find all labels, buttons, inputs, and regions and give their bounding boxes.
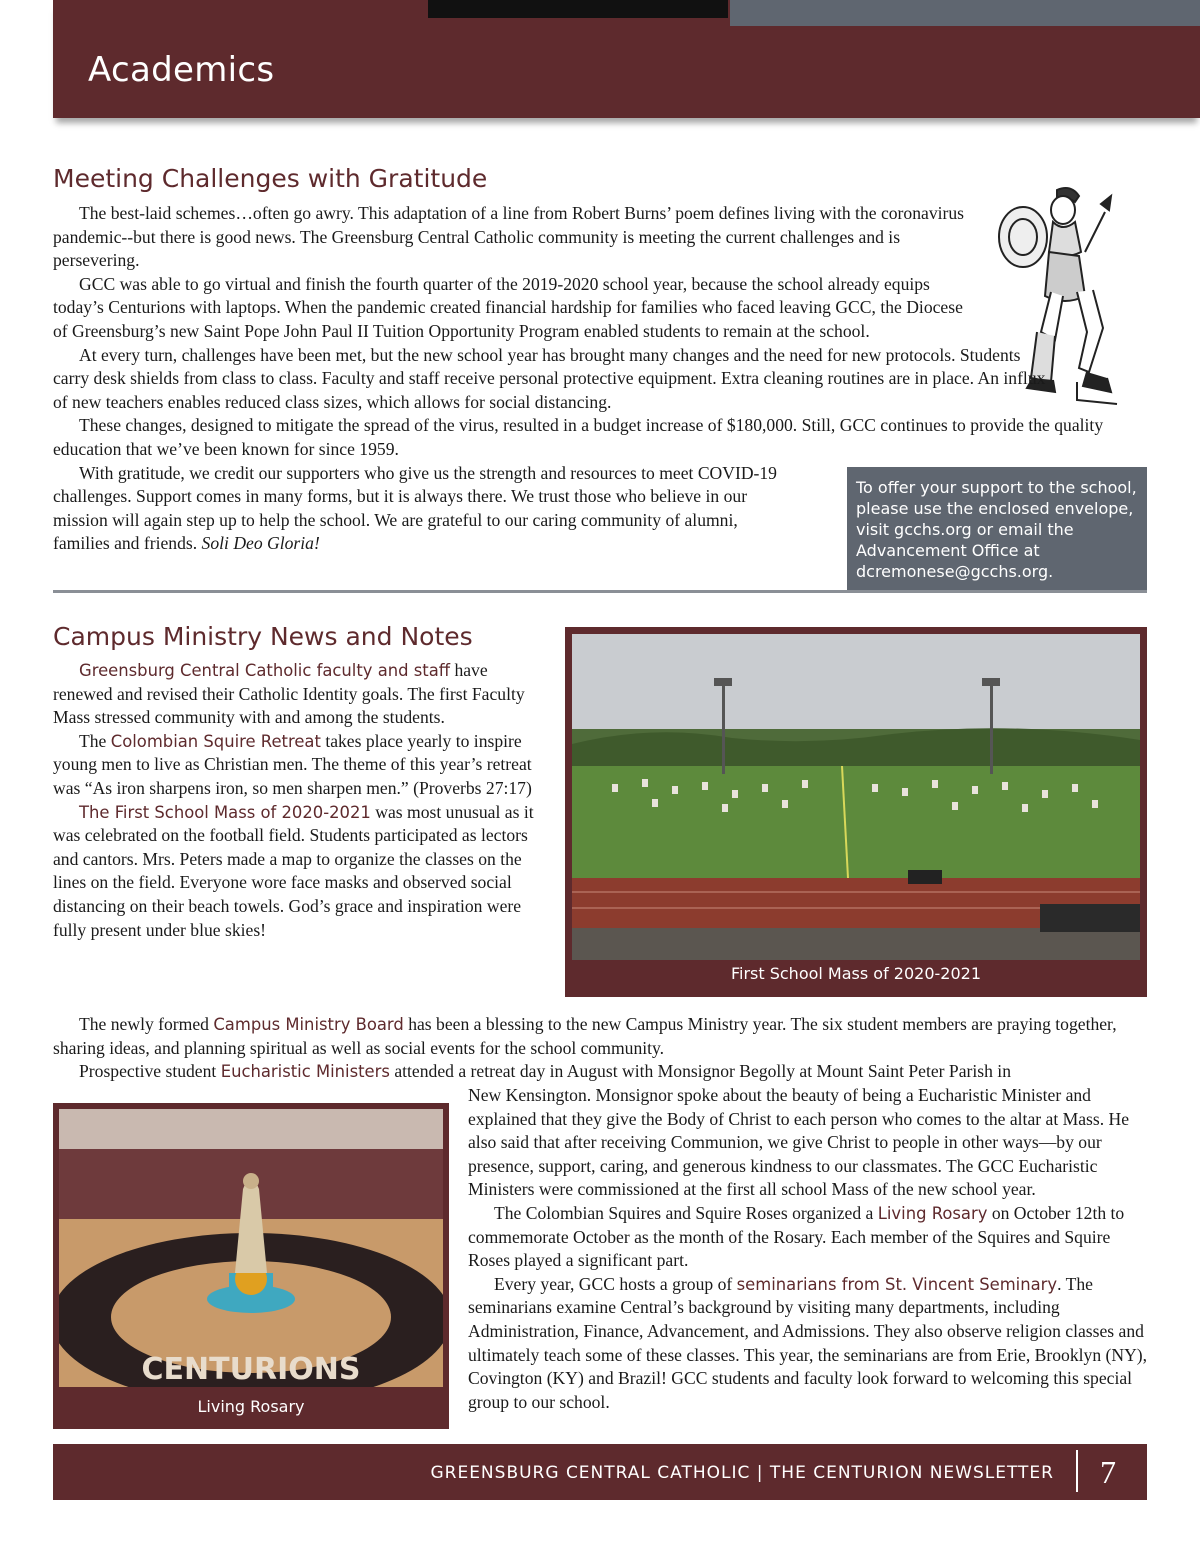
paragraph-text: The Colombian Squires and Squire Roses organized a (494, 1202, 874, 1223)
section2-full (53, 1013, 1147, 1084)
paragraph (53, 659, 545, 730)
highlight: Colombian Squire Retreat (110, 731, 321, 751)
paragraph-text: attended a retreat day in August with Monsignor Begolly at Mount Saint Peter Parish in (394, 1061, 1011, 1082)
paragraph-text: Every year, GCC hosts a group of (494, 1273, 733, 1294)
header-accent-black (428, 0, 728, 18)
paragraph (53, 1013, 1147, 1060)
paragraph-text: on October 12th to commemorate October as the month of the Rosary. Each member of the Squires and Squire Roses played a significant part. (468, 1202, 1125, 1271)
highlight: seminarians from St. Vincent Seminary (736, 1274, 1058, 1294)
paragraph-text: takes place yearly to inspire young men to live as Christian men. The theme of this year’s retreat was “As iron sharpens iron, so men sharpen men.” (Proverbs 27:17) (53, 730, 532, 798)
paragraph (53, 801, 545, 943)
photo-caption: First School Mass of 2020-2021 (730, 964, 982, 983)
section-divider (53, 590, 1147, 593)
paragraph-text: . The seminarians examine Central’s background by visiting many departments, including Administration, Finance, Advancement, and Admissions. They also observe religion classes and ultimately teach some of these classes. This year, the seminarians are from Erie, Brooklyn (NY), Covington (KY) and Brazil! GCC students and faculty look forward to welcoming this special group to our school. (468, 1273, 1148, 1412)
highlight: Eucharistic Ministers (220, 1062, 390, 1082)
section2-column (53, 659, 545, 942)
photo-living-rosary (53, 1103, 449, 1429)
section2-right-column (468, 1084, 1148, 1414)
highlight: The First School Mass of 2020-2021 (79, 802, 371, 822)
paragraph (53, 462, 793, 556)
highlight: Living Rosary (877, 1203, 988, 1223)
paragraph (53, 730, 545, 801)
section-title-campus-ministry: Campus Ministry News and Notes (53, 622, 473, 651)
centurions-seal-text: CENTURIONS (141, 1352, 361, 1387)
header-accent-gray (730, 0, 1200, 26)
paragraph-text: was most unusual as it was celebrated on the football field. Students participated as lectors and cantors. Mrs. Peters made a map to organize the classes on the lines on the field. Everyone wore face masks and observed social distancing on their beach towels. God’s grace and inspiration were fully present under blue skies! (53, 801, 534, 940)
page-title: Academics (88, 50, 275, 90)
paragraph: These changes, designed to mitigate the spread of the virus, resulted in a budget increase of $180,000. Still, GCC continues to provide the quality education that we’ve been known for since 1959. (53, 415, 1104, 459)
paragraph: At every turn, challenges have been met, but the new school year has brought many changes and the need for new protocols. Students carry desk shields from class to class. Faculty and staff receive personal protective equipment. Extra cleaning routines are in place. An influx of new teachers enables reduced class sizes, which allows for social distancing. (53, 344, 1046, 412)
paragraph-text: Prospective student (79, 1061, 217, 1082)
highlight: Campus Ministry Board (213, 1015, 404, 1034)
football-field-photo (572, 634, 1140, 960)
paragraph: New Kensington. Monsignor spoke about the beauty of being a Eucharistic Minister and explained that they give the Body of Christ to each person who comes to the altar at Mass. He also said that after receiving Communion, we give Christ to people in other ways—by our presence, support, caring, and generous kindness to our classmates. The GCC Eucharistic Ministers were commissioned at the first all school Mass of the new school year. (468, 1085, 1130, 1200)
paragraph-text: have renewed and revised their Catholic Identity goals. The first Faculty Mass stressed community with and among the students. (53, 660, 525, 728)
closing-italic: Soli Deo Gloria! (201, 533, 320, 554)
footer-separator (1076, 1450, 1078, 1492)
gym-rosary-photo (59, 1109, 443, 1387)
footer-publication: GREENSBURG CENTRAL CATHOLIC | THE CENTURION NEWSLETTER (430, 1463, 1054, 1483)
page-number: 7 (1100, 1454, 1116, 1490)
paragraph-text: The (79, 730, 107, 751)
paragraph-text: has been a blessing to the new Campus Ministry year. The six student members are praying together, sharing ideas, and planning spiritual as well as social events for the school community. (53, 1014, 1117, 1058)
paragraph: The best-laid schemes…often go awry. This adaptation of a line from Robert Burns’ poem defines living with the coronavirus pandemic--but there is good news. The Greensburg Central Catholic community is meeting the current challenges and is persevering. (53, 203, 965, 271)
support-callout: To offer your support to the school, please use the enclosed envelope, visit gcchs.org or email the Advancement Office at dcremonese@gcchs.org. (847, 467, 1147, 593)
paragraph (468, 1202, 1148, 1273)
paragraph-text: The newly formed (79, 1014, 209, 1034)
paragraph: GCC was able to go virtual and finish the fourth quarter of the 2019-2020 school year, because the school already equips today’s Centurions with laptops. When the pandemic created financial hardship for families who faced leaving GCC, the Diocese of Greensburg’s new Saint Pope John Paul II Tuition Opportunity Program enabled students to remain at the school. (53, 273, 963, 341)
highlight: Greensburg Central Catholic faculty and staff (79, 661, 451, 680)
paragraph (53, 1060, 1147, 1084)
photo-caption: Living Rosary (197, 1397, 305, 1416)
paragraph-text: With gratitude, we credit our supporters who give us the strength and resources to meet COVID-19 challenges. Support comes in many forms, but it is always there. We trust those who believe in our mission will again step up to help the school. We are grateful to our caring community of alumni, families and friends. (53, 462, 777, 554)
section-title-gratitude: Meeting Challenges with Gratitude (53, 164, 488, 193)
paragraph (468, 1273, 1148, 1415)
photo-first-mass (565, 627, 1147, 997)
